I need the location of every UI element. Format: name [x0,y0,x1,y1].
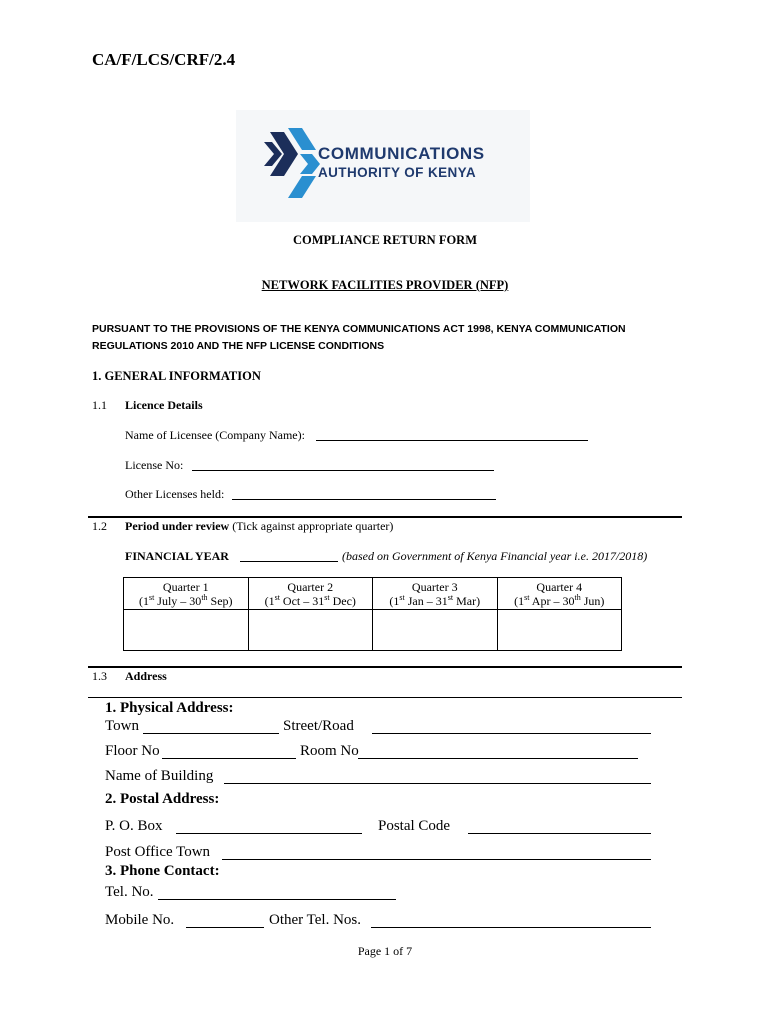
document-code: CA/F/LCS/CRF/2.4 [92,50,236,69]
financial-year-field[interactable] [240,550,338,562]
divider [88,666,682,668]
town-field[interactable] [143,721,279,734]
pursuant-line2: REGULATIONS 2010 AND THE NFP LICENSE CONDITIONS [92,340,385,352]
quarter-3-range: (1st Jan – 31st Mar) [389,592,481,608]
section-1-1-number: 1.1 [92,398,107,412]
building-name-field[interactable] [224,771,651,784]
licence-details-heading: Licence Details [125,398,203,412]
section-1-2-number: 1.2 [92,519,107,533]
quarter-1-range: (1st July – 30th Sep) [138,592,233,608]
postal-address-heading: 2. Postal Address: [105,791,220,807]
financial-year-note: (based on Government of Kenya Financial year i.e. 2017/2018) [342,549,648,563]
licensee-name-field[interactable] [316,429,588,441]
license-no-field[interactable] [192,459,494,471]
mobile-no-field[interactable] [186,915,264,928]
pursuant-line1: PURSUANT TO THE PROVISIONS OF THE KENYA COMMUNICATIONS ACT 1998, KENYA COMMUNICATION [92,323,626,335]
tel-no-label: Tel. No. [105,884,154,900]
form-title: COMPLIANCE RETURN FORM [292,233,478,247]
quarter-1-tick-cell[interactable] [124,610,249,651]
post-office-town-label: Post Office Town [105,844,211,860]
page-number: Page 1 of 7 [357,944,413,958]
section-1-3-number: 1.3 [92,669,107,683]
quarter-4-range: (1st Apr – 30th Jun) [514,592,605,608]
street-road-label: Street/Road [283,718,354,734]
building-name-label: Name of Building [105,768,214,784]
financial-year-label: FINANCIAL YEAR [125,549,229,563]
period-note: (Tick against appropriate quarter) [232,519,394,533]
quarter-1-header [124,578,249,610]
quarter-2-range: (1st Oct – 31st Dec) [264,592,356,608]
phone-contact-heading: 3. Phone Contact: [105,863,220,879]
other-tel-field[interactable] [371,915,651,928]
town-label: Town [105,718,139,734]
postal-code-label: Postal Code [378,818,451,834]
room-no-label: Room No [300,743,359,759]
quarter-3-header [373,578,498,610]
quarter-1-name: Quarter 1 [162,579,209,594]
street-road-field[interactable] [372,721,651,734]
po-box-label: P. O. Box [105,818,163,834]
license-no-label: License No: [125,458,184,472]
address-heading: Address [125,669,167,683]
form-subtitle: NETWORK FACILITIES PROVIDER (NFP) [261,278,509,292]
quarter-2-tick-cell[interactable] [248,610,373,651]
post-office-town-field[interactable] [222,847,651,860]
tel-no-field[interactable] [158,887,396,900]
physical-address-heading: 1. Physical Address: [105,700,234,716]
logo-wordmark [318,145,485,180]
mobile-no-label: Mobile No. [105,912,175,928]
licensee-name-label: Name of Licensee (Company Name): [125,428,305,442]
postal-code-field[interactable] [468,821,651,834]
other-licenses-field[interactable] [232,488,496,500]
quarter-2-header [248,578,373,610]
divider [88,516,682,518]
floor-no-label: Floor No [105,743,160,759]
logo-line2: AUTHORITY OF KENYA [318,165,476,180]
quarter-4-tick-cell[interactable] [497,610,622,651]
quarter-table [123,577,622,651]
quarter-3-tick-cell[interactable] [373,610,498,651]
period-title: Period under review [125,519,230,533]
period-under-review [125,519,393,534]
po-box-field[interactable] [176,821,362,834]
quarter-4-header [497,578,622,610]
other-licenses-label: Other Licenses held: [125,487,225,501]
quarter-2-name: Quarter 2 [287,579,334,594]
pursuant-statement [92,321,682,355]
other-tel-label: Other Tel. Nos. [269,912,361,928]
section-general-information: 1. GENERAL INFORMATION [92,369,261,383]
logo-line1: COMMUNICATIONS [318,144,485,163]
floor-no-field[interactable] [162,746,296,759]
divider [88,697,682,698]
room-no-field[interactable] [358,746,638,759]
quarter-3-name: Quarter 3 [411,579,458,594]
quarter-4-name: Quarter 4 [536,579,583,594]
